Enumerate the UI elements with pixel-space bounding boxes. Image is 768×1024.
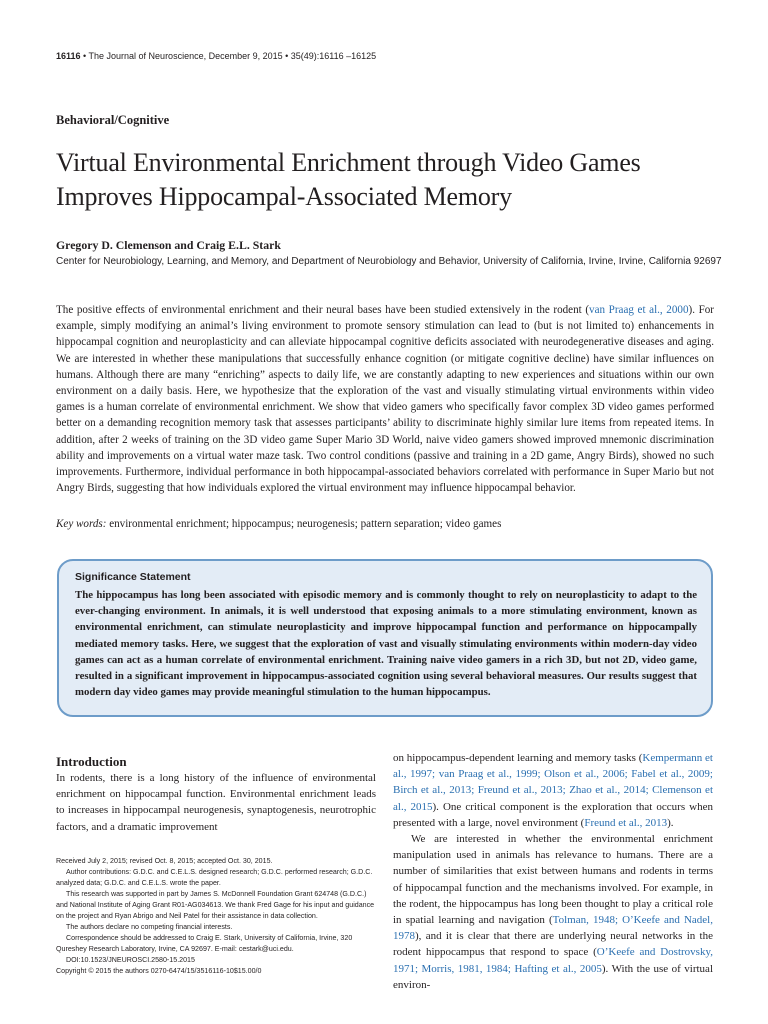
footnotes <box>56 856 378 977</box>
intro-text-p2c: ). With the use of virtual environ- <box>393 962 713 991</box>
abstract-text-2: ). For example, simply modifying an animal’s living environment to promote sensory stimulation can lead to (but is not limited to) enhancements in hippocampal cognition and neuroplasticity and can alleviate hippocampal cognitive deficits associated with neurodegenerative diseases and aging. We are interested in whether these manipulations that successfully enhance cognition (or mitigate cognitive decline) have similar influences on humans. Although there are many “enriching” aspects to daily life, we are constantly adapting to new experiences and situations within our own environment on a daily basis. Here, we hypothesize that the exploration of the vast and visually stimulating virtual environments within video games is a human correlate of environmental enrichment. We show that video gamers who specifically favor complex 3D video games performed better on a demanding recognition memory task that assesses participants’ ability to discriminate highly similar lure items from repeated items. In addition, after 2 weeks of training on the 3D video game Super Mario 3D World, naive video gamers showed improved mnemonic discrimination ability and improvements on a virtual water maze task. Two control conditions (passive and training in a 2D game, Angry Birds), showed no such improvements. Furthermore, individual performance in both hippocampal-associated behaviors correlated with performance in Super Mario but not Angry Birds, suggesting that how individuals explored the virtual environment may influence hippocampal behavior. <box>56 304 714 495</box>
page-number: 16116 <box>56 51 81 61</box>
keywords-text: environmental enrichment; hippocampus; neurogenesis; pattern separation; video games <box>106 518 502 530</box>
footnote-funding: This research was supported in part by James S. McDonnell Foundation Grant 624748 (G.D.C.) and National Institute of Aging Grant R01-AG034613. We thank Fred Gage for his input and guidance on the project and Ryan Abrigo and Neil Patel for their assistance in data collection. <box>56 890 375 920</box>
significance-text: The hippocampus has long been associated with episodic memory and is commonly thought to rely on neuroplasticity to adapt to the ever-changing environment. In animals, it is well understood that exposing animals to a more stimulating environment, known as environmental enrichment, can stimulate neuroplasticity and improve hippocampal function and performance on hippocampally mediated memory tasks. Here, we suggest that the exploration of vast and visually stimulating environments within modern-day video games can act as a human correlate of environmental enrichment. Training naive video gamers in a rich 3D, but not 2D, video game, resulted in a significant improvement in hippocampus-associated cognition using several behavioral measures. Our results suggest that modern day video games may provide meaningful stimulation to the human hippocampus. <box>75 589 697 699</box>
intro-text-p2b: ), and it is clear that there are underlying neural networks in the rodent hippocampus that respond to space ( <box>393 930 713 959</box>
footnote-contributions: Author contributions: G.D.C. and C.E.L.S. designed research; G.D.C. performed research; G.D.C. analyzed data; G.D.C. and C.E.L.S. wrote the paper. <box>56 868 373 887</box>
keywords-label: Key words: <box>56 518 107 530</box>
introduction-left-column: In rodents, there is a long history of the influence of environmental enrichment on hippocampal function. Environmental enrichment leads to increases in hippocampal neurogenesis, synaptogenesis, neurotrophic factors, and a dramatic improvement <box>56 772 376 833</box>
author-affiliation: Center for Neurobiology, Learning, and Memory, and Department of Neurobiology and Behavior, University of California, Irvine, Irvine, California 92697 <box>56 256 722 267</box>
significance-statement-box <box>57 559 713 717</box>
footnote-received: Received July 2, 2015; revised Oct. 8, 2015; accepted Oct. 30, 2015. <box>56 857 273 865</box>
significance-title: Significance Statement <box>75 571 191 583</box>
intro-text-b: ). One critical component is the exploration that occurs when presented with a large, novel environment ( <box>393 800 713 829</box>
keywords <box>56 518 501 530</box>
footnote-correspondence: Correspondence should be addressed to Craig E. Stark, University of California, Irvine, 320 Qureshey Research Laboratory, Irvine, CA 92697. E-mail: cestark@uci.edu. <box>56 934 353 953</box>
intro-text-c: ). <box>667 816 674 829</box>
journal-citation: • The Journal of Neuroscience, December 9, 2015 • 35(49):16116 –16125 <box>80 51 377 61</box>
author-list: Gregory D. Clemenson and Craig E.L. Stark <box>56 238 281 252</box>
citation-link[interactable]: Tolman, 1948; O’Keefe and Nadel, 1978 <box>393 914 713 943</box>
citation-link[interactable]: O’Keefe and Dostrovsky, 1971; Morris, 1981, 1984; Hafting et al., 2005 <box>393 946 713 975</box>
citation-link[interactable]: Kempermann et al., 1997; van Praag et al., 1999; Olson et al., 2006; Fabel et al., 2009; Birch et al., 2013; Freund et al., 2013; Zhao et al., 2014; Clemenson et al., 2015 <box>393 752 713 813</box>
introduction-right-column <box>393 750 713 993</box>
introduction-heading: Introduction <box>56 754 127 769</box>
footnote-doi: DOI:10.1523/JNEUROSCI.2580-15.2015 <box>66 956 195 964</box>
footnote-competing: The authors declare no competing financial interests. <box>66 923 233 931</box>
citation-link[interactable]: van Praag et al., 2000 <box>589 304 689 316</box>
footnote-copyright: Copyright © 2015 the authors 0270-6474/15/3516116-10$15.00/0 <box>56 967 262 975</box>
abstract <box>56 302 714 496</box>
intro-paragraph-2 <box>393 831 713 993</box>
article-title: Virtual Environmental Enrichment through Video Games Improves Hippocampal-Associated Memory <box>56 148 641 211</box>
intro-text-a: on hippocampus-dependent learning and memory tasks ( <box>393 752 643 764</box>
intro-text-p2a: We are interested in whether the environmental enrichment manipulation used in animals has relevance to humans. There are a number of similarities that exist between humans and rodents in terms of hippocampal function and the mechanisms involved. For example, in the rodent, the hippocampus has long been thought to play a critical role in spatial learning and navigation ( <box>393 833 713 927</box>
abstract-text-1: The positive effects of environmental enrichment and their neural bases have been studied extensively in the rodent ( <box>56 304 590 316</box>
section-label: Behavioral/Cognitive <box>56 113 170 127</box>
running-header <box>56 51 376 61</box>
citation-link[interactable]: Freund et al., 2013 <box>584 816 668 829</box>
